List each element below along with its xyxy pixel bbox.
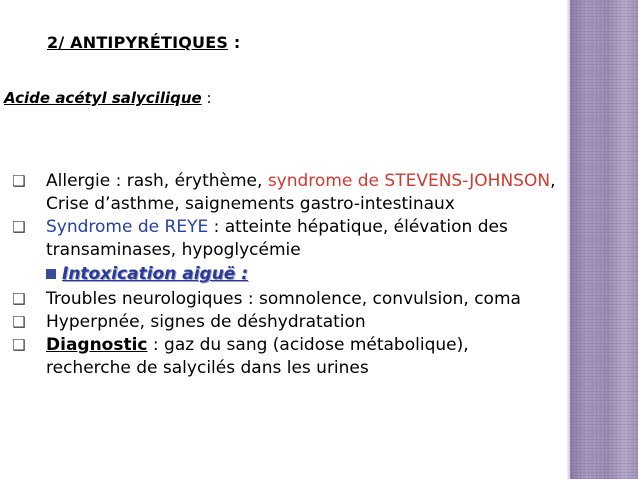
slide-title [47,33,240,52]
list-item [8,170,556,216]
hollow-square-bullet-icon: ❑ [12,313,26,331]
sub-heading [8,263,556,286]
item-text: Hyperpnée, signes de déshydratation [46,312,366,332]
hollow-square-bullet-icon: ❑ [12,336,26,354]
filled-square-bullet-icon [46,269,56,279]
list-item [8,311,556,334]
item-text-rest: , Crise d’asthme, saignements gastro-intestinaux [46,171,556,214]
list-item [8,288,556,311]
item-text: Allergie : rash, érythème, [46,171,268,191]
subtitle-text: Acide acétyl salycilique [4,89,202,107]
list-item [8,334,556,380]
hollow-square-bullet-icon: ❑ [12,290,26,308]
item-highlight-red: syndrome de STEVENS-JOHNSON [267,171,551,191]
sub-heading-text: Intoxication aiguë : [62,264,249,284]
hollow-square-bullet-icon: ❑ [12,172,26,190]
slide-subtitle [4,89,212,107]
subtitle-suffix: : [201,89,212,107]
slide-title-suffix: : [228,33,241,52]
list-item [8,216,556,262]
slide-title-text: 2/ ANTIPYRÉTIQUES [47,33,229,52]
hollow-square-bullet-icon: ❑ [12,218,26,236]
item-underlined-term: Diagnostic [46,335,148,355]
item-text-rest: : gaz du sang (acidose métabolique), recherche de salycilés dans les urines [46,335,469,378]
bullet-list [8,170,556,380]
item-text: Troubles neurologiques : somnolence, convulsion, coma [46,289,521,309]
item-text-rest: : atteinte hépatique, élévation des transaminases, hypoglycémie [46,217,508,260]
item-highlight-blue: Syndrome de REYE [46,217,209,237]
decorative-side-band [570,0,638,479]
